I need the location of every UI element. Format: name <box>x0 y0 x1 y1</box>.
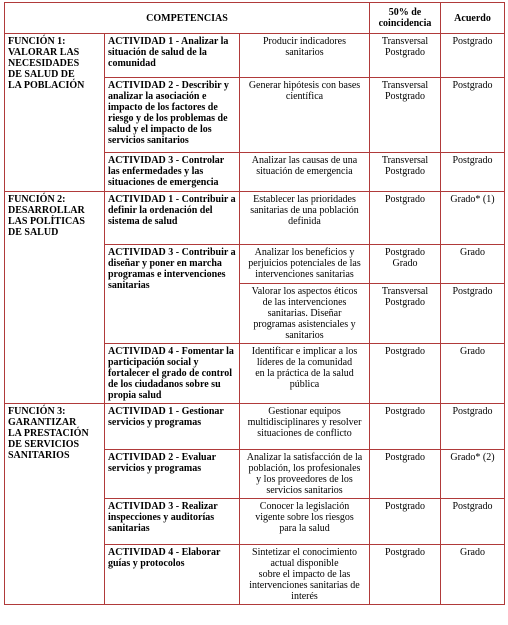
competence-line: intervenciones sanitarias de <box>249 580 360 591</box>
competence-line: situación de emergencia <box>256 166 353 177</box>
competence-line: para la salud <box>279 523 330 534</box>
agreement-cell: Postgrado <box>441 404 505 450</box>
competence-line: Sintetizar el conocimiento <box>252 547 357 558</box>
activity-cell <box>105 78 240 153</box>
coincidence-line: Transversal <box>381 155 429 166</box>
activity-cell <box>105 499 240 545</box>
activity-cell <box>105 245 240 344</box>
function-line: DE SALUD DE <box>8 69 75 80</box>
competence-line: Gestionar equipos <box>268 406 341 417</box>
activity-cell <box>105 34 240 78</box>
function-line: DE SALUD <box>8 227 59 238</box>
activity-text: ACTIVIDAD 1 - Contribuir a definir la ordenación del sistema de salud <box>108 194 236 227</box>
agreement-cell: Postgrado <box>441 284 505 344</box>
function-line: GARANTIZAR <box>8 417 77 428</box>
coincidence-line: Postgrado <box>385 452 425 463</box>
competence-cell <box>240 284 370 344</box>
coincidence-cell <box>370 284 441 344</box>
function-line: LA PRESTACIÓN <box>8 428 89 439</box>
table-row <box>5 34 505 78</box>
competence-cell <box>240 78 370 153</box>
function-line: FUNCIÓN 3: <box>8 406 66 417</box>
coincidence-line: Postgrado <box>385 194 425 205</box>
competence-line: Analizar los beneficios y <box>254 247 355 258</box>
function-line: LA POBLACIÓN <box>8 80 85 91</box>
coincidence-cell <box>370 344 441 404</box>
competence-line: intervenciones sanitarias <box>255 269 354 280</box>
competence-cell <box>240 450 370 499</box>
coincidence-line: Grado <box>392 258 418 269</box>
coincidence-cell <box>370 404 441 450</box>
coincidence-line: Postgrado <box>385 346 425 357</box>
coincidence-line: Postgrado <box>385 247 425 258</box>
function-line: LAS POLÍTICAS <box>8 216 85 227</box>
competence-line: situaciones de conflicto <box>257 428 352 439</box>
activity-cell <box>105 404 240 450</box>
competence-cell <box>240 404 370 450</box>
coincidence-cell <box>370 499 441 545</box>
competence-line: pública <box>289 379 320 390</box>
activity-text: ACTIVIDAD 2 - Describir y analizar la asociación e impacto de los factores de riesgo y de los problemas de salud y el impacto de los servicios sanitarios <box>108 80 229 146</box>
function-line: DESARROLLAR <box>8 205 85 216</box>
coincidence-line: Postgrado <box>385 47 425 58</box>
competence-cell <box>240 245 370 284</box>
agreement-cell: Postgrado <box>441 78 505 153</box>
competence-cell <box>240 34 370 78</box>
function-line: SANITARIOS <box>8 450 70 461</box>
competence-line: interés <box>291 591 318 602</box>
competence-cell <box>240 499 370 545</box>
competence-line: sanitarias. Diseñar <box>267 308 342 319</box>
coincidence-line: Postgrado <box>385 166 425 177</box>
activity-text: ACTIVIDAD 4 - Elaborar guías y protocolos <box>108 547 221 569</box>
activity-cell <box>105 344 240 404</box>
competence-line: Conocer la legislación <box>259 501 350 512</box>
header-competencias: COMPETENCIAS <box>5 3 370 34</box>
competence-line: Generar hipótesis con bases <box>248 80 361 91</box>
competence-line: en la práctica de la salud <box>255 368 354 379</box>
coincidence-cell <box>370 34 441 78</box>
competence-line: servicios sanitarios <box>266 485 343 496</box>
competence-line: vigente sobre los riesgos <box>255 512 354 523</box>
competence-cell <box>240 344 370 404</box>
competence-line: sanitarios <box>285 47 324 58</box>
coincidence-line: Transversal <box>381 36 429 47</box>
coincidence-cell <box>370 450 441 499</box>
function-line: NECESIDADES <box>8 58 80 69</box>
agreement-cell: Grado* (2) <box>441 450 505 499</box>
activity-text: ACTIVIDAD 3 - Controlar las enfermedades y las situaciones de emergencia <box>108 155 225 188</box>
agreement-cell: Grado <box>441 344 505 404</box>
function-cell <box>5 404 105 605</box>
competence-line: población, los profesionales <box>248 463 361 474</box>
coincidence-line: Postgrado <box>385 547 425 558</box>
activity-cell <box>105 153 240 192</box>
coincidence-cell <box>370 192 441 245</box>
competence-line: sanitarias de una población <box>250 205 359 216</box>
competence-line: Establecer las prioridades <box>253 194 356 205</box>
header-row <box>5 3 505 34</box>
competence-line: y los proveedores de los <box>256 474 353 485</box>
competence-line: Analizar la satisfacción de la <box>246 452 363 463</box>
coincidence-cell <box>370 153 441 192</box>
agreement-cell: Postgrado <box>441 34 505 78</box>
coincidence-line: Postgrado <box>385 297 425 308</box>
competence-line: líderes de la comunidad <box>256 357 353 368</box>
header-coincidencia <box>370 3 441 34</box>
agreement-cell: Grado* (1) <box>441 192 505 245</box>
competence-line: Analizar las causas de una <box>251 155 358 166</box>
agreement-cell: Grado <box>441 545 505 605</box>
function-line: VALORAR LAS <box>8 47 80 58</box>
activity-text: ACTIVIDAD 1 - Gestionar servicios y programas <box>108 406 224 428</box>
activity-cell <box>105 545 240 605</box>
activity-text: ACTIVIDAD 4 - Fomentar la participación social y fortalecer el grado de control de los ciudadanos sobre su propia salud <box>108 346 234 401</box>
activity-text: ACTIVIDAD 2 - Evaluar servicios y programas <box>108 452 216 474</box>
function-line: FUNCIÓN 2: <box>8 194 66 205</box>
competence-line: Producir indicadores <box>262 36 347 47</box>
competence-line: definida <box>288 216 321 227</box>
activity-text: ACTIVIDAD 3 - Realizar inspecciones y auditorías sanitarias <box>108 501 218 534</box>
coincidence-line: Postgrado <box>385 406 425 417</box>
coincidence-line: Postgrado <box>385 91 425 102</box>
competence-line: sanitarios <box>285 330 324 341</box>
coincidence-line: Transversal <box>381 80 429 91</box>
coincidence-cell <box>370 78 441 153</box>
header-coincidencia-line: 50% de <box>388 7 422 18</box>
table-row <box>5 404 505 450</box>
function-line: DE SERVICIOS <box>8 439 80 450</box>
table-row <box>5 192 505 245</box>
competence-line: actual disponible <box>270 558 339 569</box>
header-acuerdo: Acuerdo <box>441 3 505 34</box>
competence-line: científica <box>285 91 324 102</box>
competence-line: sobre el impacto de las <box>258 569 351 580</box>
agreement-cell: Postgrado <box>441 153 505 192</box>
function-cell <box>5 34 105 192</box>
competence-line: de las intervenciones <box>262 297 347 308</box>
activity-text: ACTIVIDAD 3 - Contribuir a diseñar y poner en marcha programas e intervenciones sanitarias <box>108 247 236 291</box>
coincidence-cell <box>370 545 441 605</box>
function-line: FUNCIÓN 1: <box>8 36 66 47</box>
function-cell <box>5 192 105 404</box>
activity-cell <box>105 450 240 499</box>
header-coincidencia-line: coincidencia <box>378 18 432 29</box>
competencias-table <box>4 2 505 605</box>
competence-line: programas asistenciales y <box>253 319 356 330</box>
coincidence-line: Transversal <box>381 286 429 297</box>
agreement-cell: Postgrado <box>441 499 505 545</box>
competence-line: Valorar los aspectos éticos <box>251 286 358 297</box>
competence-cell <box>240 545 370 605</box>
coincidence-cell <box>370 245 441 284</box>
activity-cell <box>105 192 240 245</box>
agreement-cell: Grado <box>441 245 505 284</box>
competence-line: perjuicios potenciales de las <box>248 258 361 269</box>
competence-line: multidisciplinares y resolver <box>247 417 362 428</box>
competence-cell <box>240 192 370 245</box>
coincidence-line: Postgrado <box>385 501 425 512</box>
competence-line: Identificar e implicar a los <box>251 346 358 357</box>
competence-cell <box>240 153 370 192</box>
activity-text: ACTIVIDAD 1 - Analizar la situación de salud de la comunidad <box>108 36 229 69</box>
